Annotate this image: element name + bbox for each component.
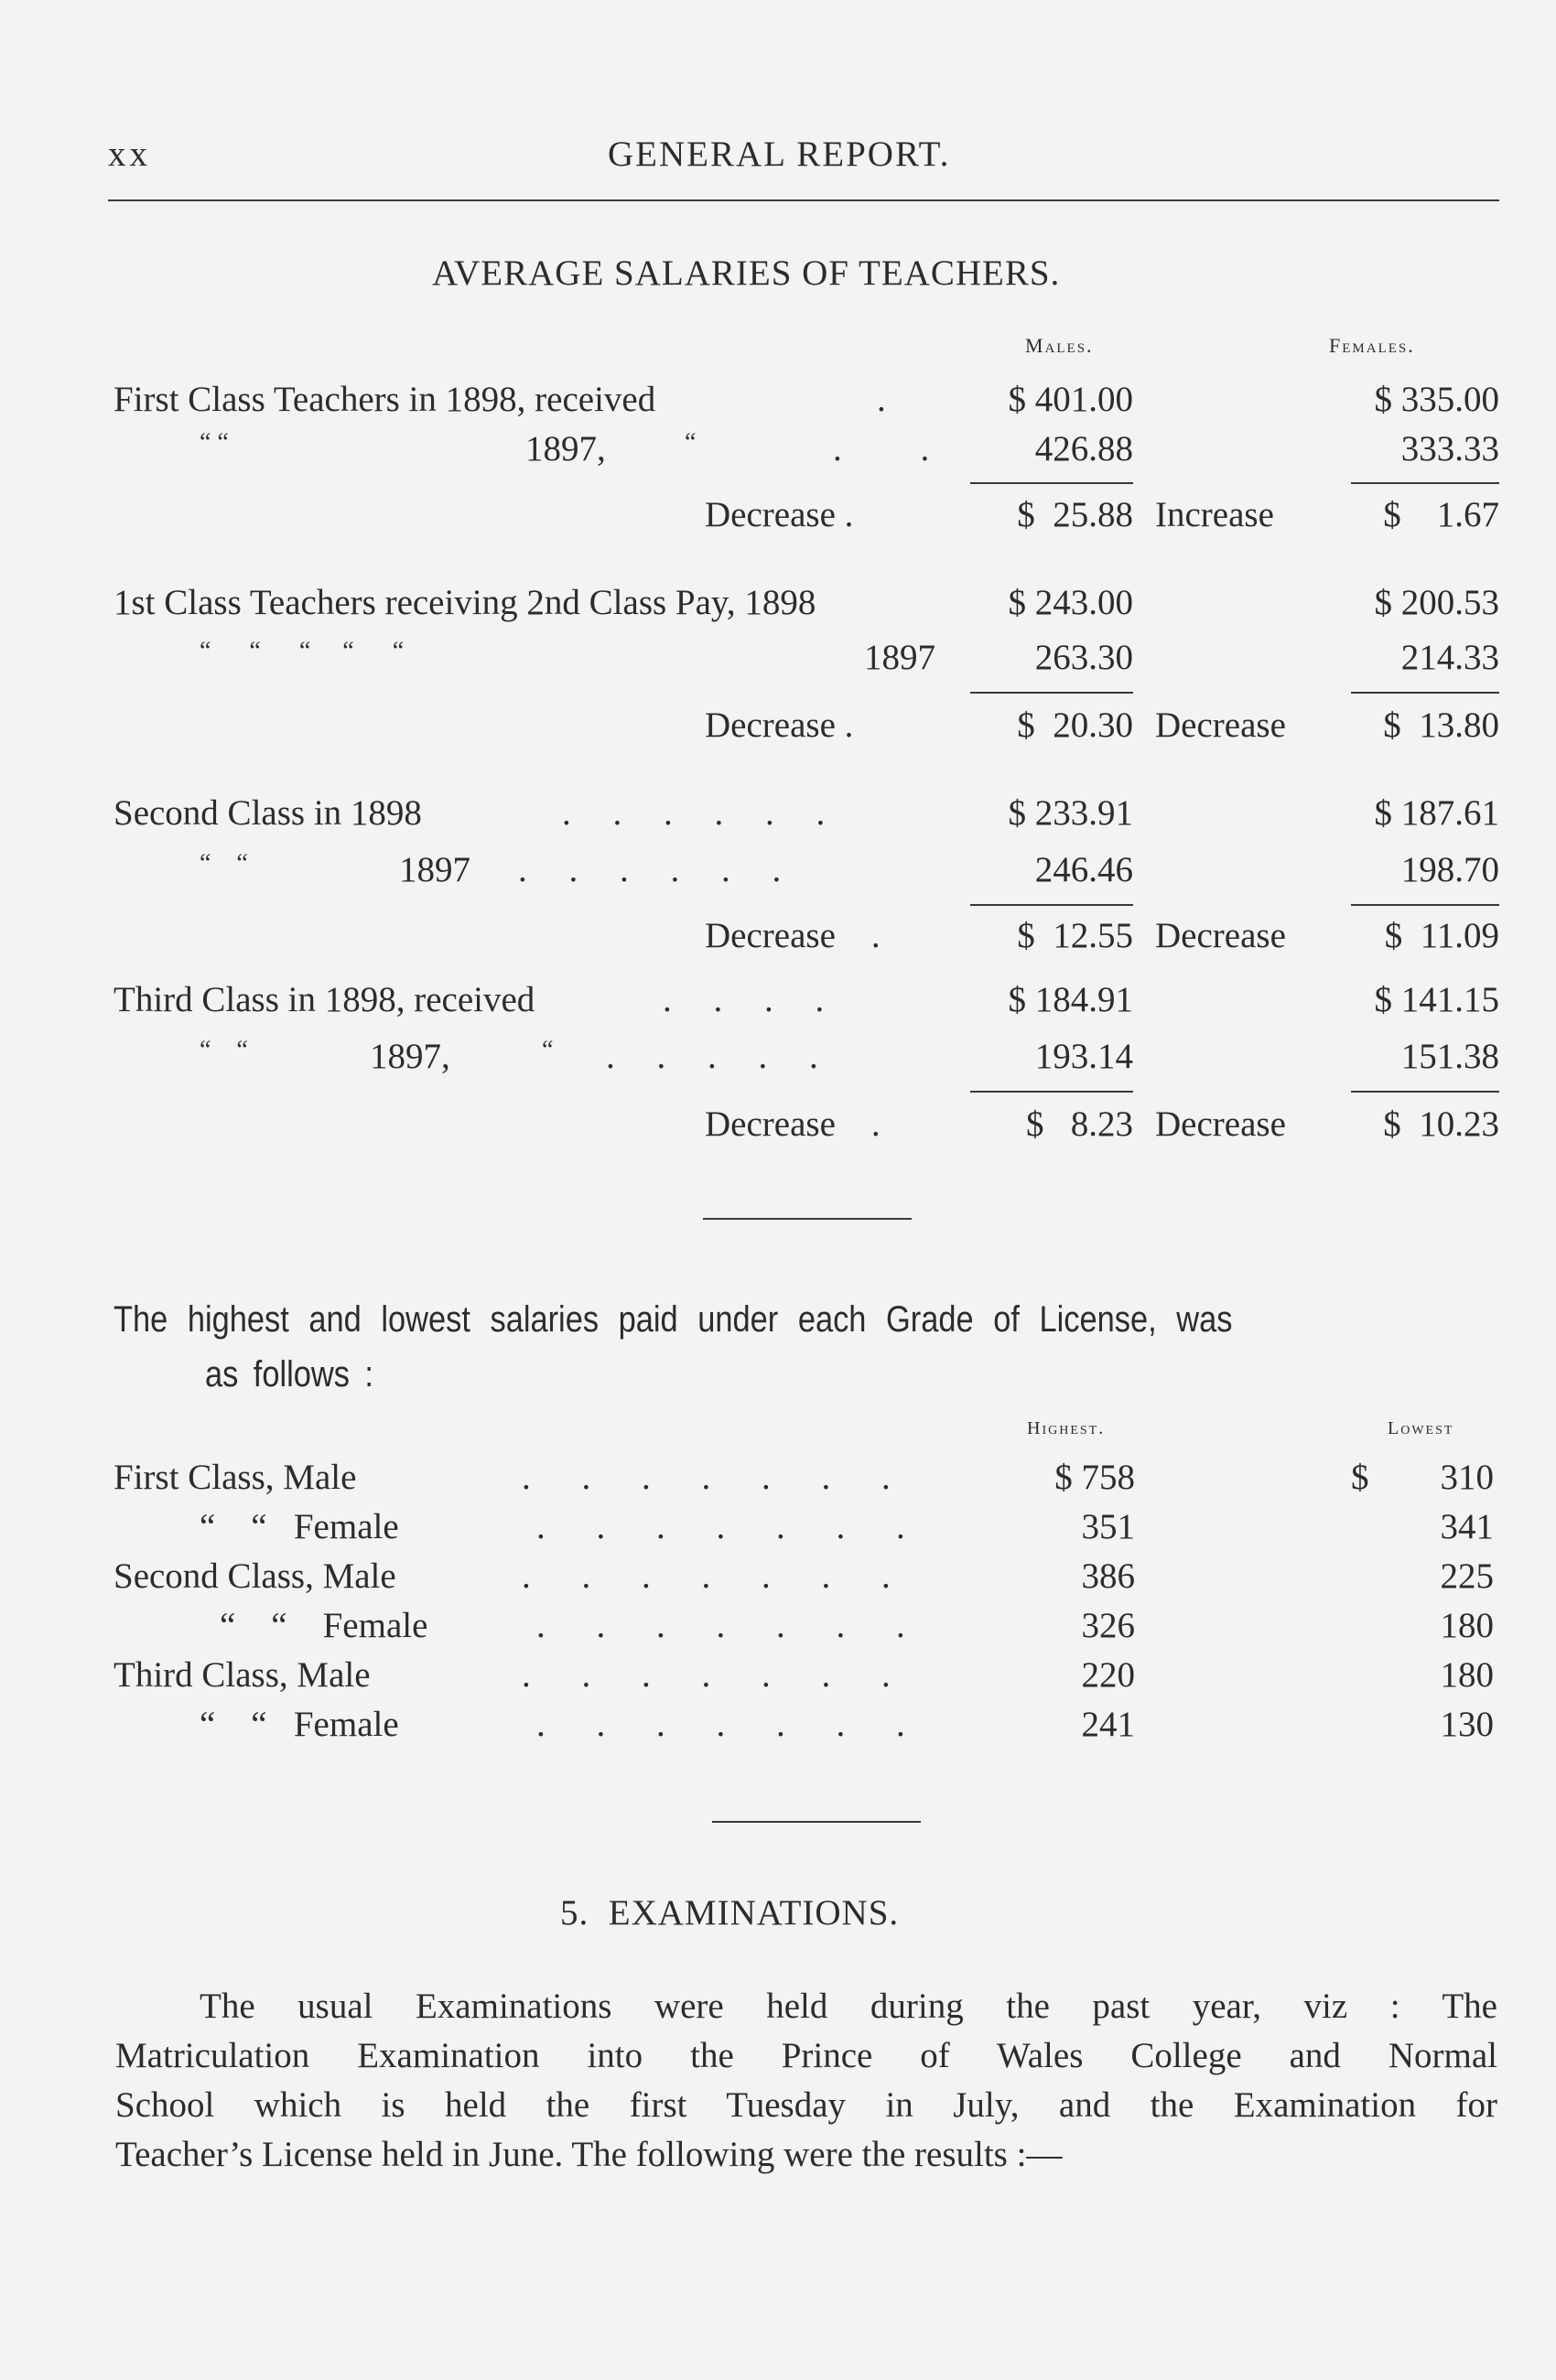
license-row-label: “ “ Female xyxy=(200,1507,399,1546)
sum-rule xyxy=(970,1091,1133,1093)
difference-label: Decrease . xyxy=(705,705,854,745)
row-label: 1st Class Teachers receiving 2nd Class Pay, 1898 xyxy=(113,583,816,622)
difference-label: Decrease . xyxy=(705,495,854,534)
col-males-header: Males. xyxy=(1025,334,1094,357)
females-value: 151.38 xyxy=(1400,1037,1499,1076)
ditto-marks: “ “ xyxy=(200,428,229,457)
difference-kind: Increase xyxy=(1155,495,1274,534)
leader-dots: . . . . . . . xyxy=(536,1606,905,1645)
running-title: GENERAL REPORT. xyxy=(608,135,951,174)
sum-rule xyxy=(1351,1091,1499,1093)
females-difference: $ 10.23 xyxy=(1383,1104,1499,1144)
males-value: 193.14 xyxy=(1034,1037,1133,1076)
leader-dots: . . . . . . . xyxy=(522,1458,891,1497)
females-value: 198.70 xyxy=(1400,850,1499,889)
section-divider xyxy=(712,1821,921,1823)
col-lowest-header: Lowest xyxy=(1388,1418,1454,1438)
exams-paragraph-line: Teacher’s License held in June. The following were the results :— xyxy=(115,2135,1063,2174)
males-value: $ 243.00 xyxy=(1008,583,1133,622)
females-value: $ 335.00 xyxy=(1374,380,1499,419)
difference-kind: Decrease xyxy=(1155,1104,1286,1144)
row-year: 1897 xyxy=(399,850,470,889)
leader-dots: . . . . . . . xyxy=(522,1556,891,1596)
males-value: 246.46 xyxy=(1034,850,1133,889)
license-highest-value: 351 xyxy=(1081,1507,1135,1546)
females-value: $ 141.15 xyxy=(1374,980,1499,1019)
females-difference: $ 13.80 xyxy=(1383,705,1499,745)
leader-dots: . . . . xyxy=(663,980,825,1019)
exams-heading: 5. EXAMINATIONS. xyxy=(560,1893,900,1933)
ditto-marks: “ “ “ “ “ xyxy=(200,637,405,665)
leader-dots: . . . . . . . xyxy=(522,1655,891,1695)
license-lowest-value: 341 xyxy=(1440,1507,1494,1546)
header-rule xyxy=(108,199,1499,201)
males-value: $ 184.91 xyxy=(1008,980,1133,1019)
license-row-label: Second Class, Male xyxy=(113,1556,396,1596)
license-lowest-value: 180 xyxy=(1440,1606,1494,1645)
license-highest-value: 326 xyxy=(1081,1606,1135,1645)
license-highest-value: 386 xyxy=(1081,1556,1135,1596)
license-lowest-value: 310 xyxy=(1440,1458,1494,1497)
females-value: 333.33 xyxy=(1400,429,1499,468)
salaries-title: AVERAGE SALARIES OF TEACHERS. xyxy=(432,253,1061,293)
leader-dots: . . . . . . xyxy=(518,850,782,889)
license-lowest-currency: $ xyxy=(1351,1458,1369,1497)
difference-label: Decrease . xyxy=(705,1104,881,1144)
sum-rule xyxy=(970,692,1133,694)
row-year: 1897, xyxy=(370,1037,450,1076)
license-intro-continued: as follows : xyxy=(205,1354,373,1395)
sum-rule xyxy=(1351,482,1499,484)
ditto-marks: “ xyxy=(685,428,697,457)
males-value: 426.88 xyxy=(1034,429,1133,468)
males-difference: $ 20.30 xyxy=(1017,705,1133,745)
license-lowest-value: 225 xyxy=(1440,1556,1494,1596)
col-highest-header: Highest. xyxy=(1027,1418,1106,1438)
ditto-marks: “ “ xyxy=(200,849,248,878)
exams-paragraph-line: Matriculation Examination into the Prince of Wales College and Normal xyxy=(115,2036,1497,2075)
difference-kind: Decrease xyxy=(1155,916,1286,955)
license-row-label: “ “ Female xyxy=(200,1705,399,1744)
row-label: First Class Teachers in 1898, received xyxy=(113,380,656,419)
col-females-header: Females. xyxy=(1329,334,1415,357)
section-divider xyxy=(703,1218,912,1220)
females-value: $ 200.53 xyxy=(1374,583,1499,622)
license-row-label: “ “ Female xyxy=(220,1606,428,1645)
page-number: xx xyxy=(108,135,151,174)
exams-paragraph-line: The usual Examinations were held during the past year, viz : The xyxy=(200,1987,1497,2026)
row-label: Third Class in 1898, received xyxy=(113,980,535,1019)
males-difference: $ 12.55 xyxy=(1017,916,1133,955)
leader-dots: . . . . . xyxy=(606,1037,818,1076)
row-label: Second Class in 1898 xyxy=(113,793,422,833)
ditto-marks: “ xyxy=(542,1036,554,1064)
license-highest-value: 220 xyxy=(1081,1655,1135,1695)
license-lowest-value: 130 xyxy=(1440,1705,1494,1744)
sum-rule xyxy=(1351,904,1499,906)
leader-dots: . . . . . . . xyxy=(536,1507,905,1546)
license-intro: The highest and lowest salaries paid under each Grade of License, was xyxy=(113,1299,1233,1340)
females-difference: $ 11.09 xyxy=(1384,916,1499,955)
license-lowest-value: 180 xyxy=(1440,1655,1494,1695)
sum-rule xyxy=(970,482,1133,484)
sum-rule xyxy=(1351,692,1499,694)
difference-kind: Decrease xyxy=(1155,705,1286,745)
ditto-marks: “ “ xyxy=(200,1036,248,1064)
row-year: 1897, xyxy=(525,429,606,468)
license-row-label: First Class, Male xyxy=(113,1458,357,1497)
leader-dots: . xyxy=(877,380,886,419)
males-value: $ 401.00 xyxy=(1008,380,1133,419)
row-year: 1897 xyxy=(864,638,935,677)
sum-rule xyxy=(970,904,1133,906)
males-value: 263.30 xyxy=(1034,638,1133,677)
exams-paragraph-line: School which is held the first Tuesday in July, and the Examination for xyxy=(115,2085,1497,2125)
license-highest-value: 241 xyxy=(1081,1705,1135,1744)
males-difference: $ 25.88 xyxy=(1017,495,1133,534)
females-value: 214.33 xyxy=(1400,638,1499,677)
males-difference: $ 8.23 xyxy=(1026,1104,1133,1144)
leader-dots: . . . . . . . xyxy=(536,1705,905,1744)
leader-dots: . . xyxy=(833,429,965,468)
males-value: $ 233.91 xyxy=(1008,793,1133,833)
license-highest-value: $ 758 xyxy=(1054,1458,1135,1497)
females-difference: $ 1.67 xyxy=(1383,495,1499,534)
leader-dots: . . . . . . xyxy=(562,793,826,833)
difference-label: Decrease . xyxy=(705,916,881,955)
females-value: $ 187.61 xyxy=(1374,793,1499,833)
license-row-label: Third Class, Male xyxy=(113,1655,371,1695)
